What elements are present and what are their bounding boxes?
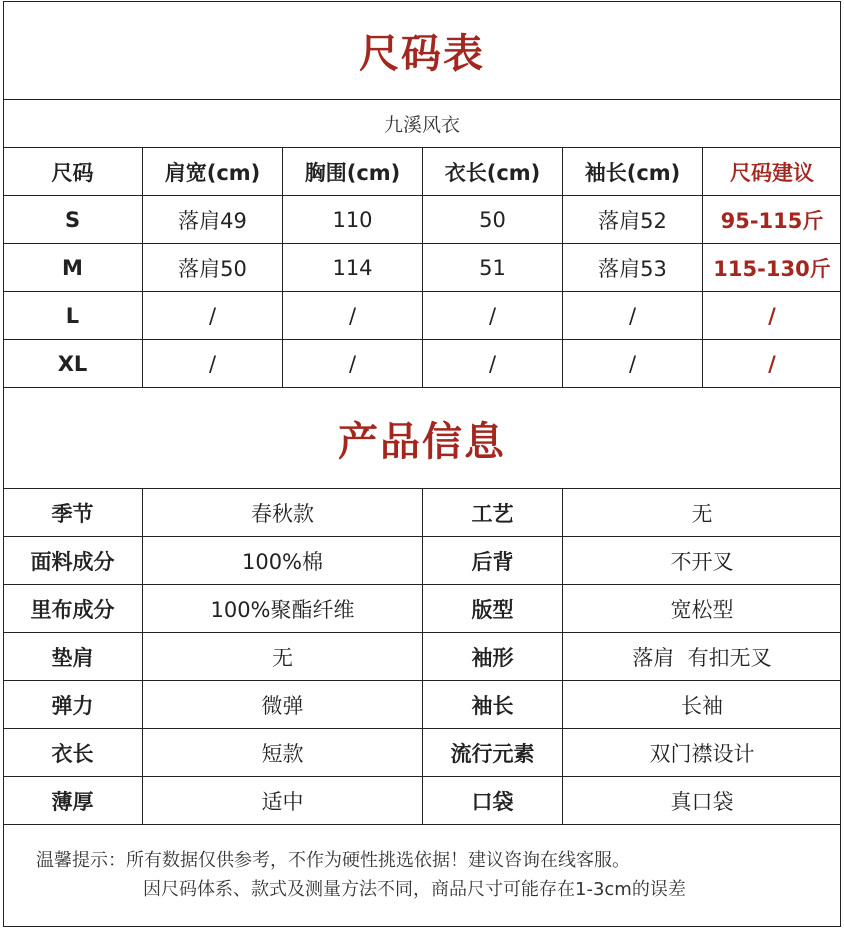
header-length: 衣长(cm) [423, 148, 563, 195]
length-value: / [423, 340, 563, 387]
attr-label: 垫肩 [3, 633, 143, 680]
length-value: 51 [423, 244, 563, 291]
attr-value: 长袖 [681, 693, 723, 718]
product-title-row [3, 388, 841, 489]
attr-value: 无 [143, 633, 423, 680]
attr-value: 适中 [143, 777, 423, 824]
size-label: M [3, 244, 143, 291]
sleeve-value: 落肩52 [563, 196, 703, 243]
chest-value: / [283, 292, 423, 339]
attr-value: 不开叉 [670, 549, 734, 574]
size-title-row [3, 1, 841, 100]
attr-label: 流行元素 [423, 729, 563, 776]
product-name: 九溪风衣 [383, 114, 460, 136]
attr-value: 100%聚酯纤维 [143, 585, 423, 632]
attr-label: 里布成分 [3, 585, 143, 632]
attr-label: 面料成分 [3, 537, 143, 584]
recommendation-value: 115-130斤 [713, 256, 831, 281]
attr-label: 工艺 [423, 489, 563, 536]
header-size: 尺码 [3, 148, 143, 195]
size-chart-title: 尺码表 [359, 30, 485, 77]
header-chest: 胸围(cm) [283, 148, 423, 195]
attr-value: 100%棉 [143, 537, 423, 584]
attr-label: 弹力 [3, 681, 143, 728]
attr-value: 微弹 [143, 681, 423, 728]
shoulder-value: 落肩49 [143, 196, 283, 243]
product-row [3, 585, 841, 633]
note-line-1: 温馨提示：所有数据仅供参考，不作为硬性挑选依据！建议咨询在线客服。 [36, 850, 630, 871]
size-row-m [3, 244, 841, 292]
size-row-xl [3, 340, 841, 388]
length-value: 50 [423, 196, 563, 243]
size-label: XL [3, 340, 143, 387]
recommendation-value: 95-115斤 [720, 208, 824, 233]
recommendation-value: / [768, 303, 776, 328]
size-label: L [3, 292, 143, 339]
product-row [3, 537, 841, 585]
attr-value: 春秋款 [143, 489, 423, 536]
attr-label: 后背 [423, 537, 563, 584]
chest-value: 110 [283, 196, 423, 243]
attr-value: 短款 [143, 729, 423, 776]
header-shoulder: 肩宽(cm) [143, 148, 283, 195]
attr-value: 落肩 有扣无叉 [632, 645, 772, 670]
product-name-row [3, 100, 841, 148]
length-value: / [423, 292, 563, 339]
attr-label: 衣长 [3, 729, 143, 776]
size-label: S [3, 196, 143, 243]
product-row [3, 681, 841, 729]
product-info-title: 产品信息 [338, 418, 506, 465]
shoulder-value: 落肩50 [143, 244, 283, 291]
recommendation-value: / [768, 351, 776, 376]
size-row-l [3, 292, 841, 340]
attr-value: 双门襟设计 [649, 741, 755, 766]
product-row [3, 777, 841, 825]
chest-value: / [283, 340, 423, 387]
shoulder-value: / [143, 292, 283, 339]
header-recommendation: 尺码建议 [730, 160, 814, 185]
sleeve-value: / [563, 292, 703, 339]
sleeve-value: / [563, 340, 703, 387]
attr-label: 袖形 [423, 633, 563, 680]
chest-value: 114 [283, 244, 423, 291]
attr-value: 无 [691, 501, 713, 526]
product-row [3, 633, 841, 681]
attr-label: 袖长 [423, 681, 563, 728]
attr-label: 薄厚 [3, 777, 143, 824]
sleeve-value: 落肩53 [563, 244, 703, 291]
attr-label: 季节 [3, 489, 143, 536]
size-note [36, 846, 686, 904]
size-row-s [3, 196, 841, 244]
attr-label: 口袋 [423, 777, 563, 824]
shoulder-value: / [143, 340, 283, 387]
attr-value: 真口袋 [670, 789, 734, 814]
attr-value: 宽松型 [670, 597, 734, 622]
product-row [3, 489, 841, 537]
note-line-2: 因尺码体系、款式及测量方法不同，商品尺寸可能存在1-3cm的误差 [143, 879, 686, 900]
size-header-row [3, 148, 841, 196]
attr-label: 版型 [423, 585, 563, 632]
header-sleeve: 袖长(cm) [563, 148, 703, 195]
product-row [3, 729, 841, 777]
